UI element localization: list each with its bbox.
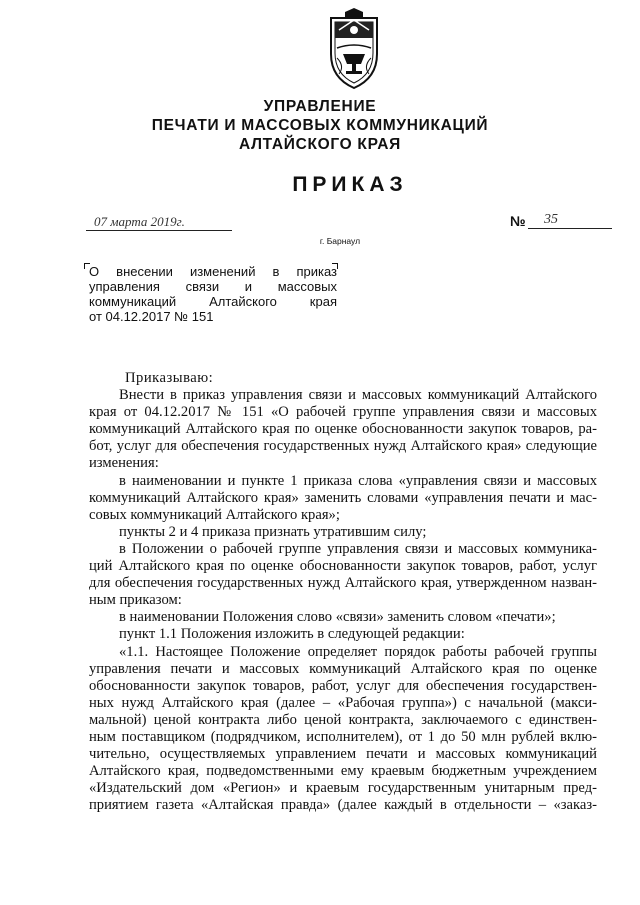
- body-line: приятием газета «Алтайская правда» (далее каждый в отдельности – «заказ-: [89, 797, 597, 814]
- body-line: Внести в приказ управления связи и массовых коммуникаций Алтайского: [119, 387, 597, 404]
- body-line: «Издательский дом «Регион» и краевым государственным унитарным пред-: [89, 780, 597, 797]
- body-line: бот, услуг для обеспечения государственных нужд Алтайского края» следующие: [89, 438, 597, 455]
- body-line: в наименовании Положения слово «связи» заменить словом «печати»;: [119, 609, 556, 626]
- body-line: «1.1. Настоящее Положение определяет порядок работы рабочей группы: [119, 643, 597, 660]
- org-line-1: УПРАВЛЕНИЕ: [263, 98, 377, 115]
- body-line: совых коммуникаций Алтайского края»;: [89, 506, 340, 523]
- body-paragraphs: [89, 387, 597, 814]
- body-line: пункты 2 и 4 приказа признать утратившим силу;: [119, 523, 427, 540]
- body-line: для обеспечения государственных нужд Алтайского края, утвержденном назван-: [89, 575, 597, 592]
- body-line: в наименовании и пункте 1 приказа слова «управления связи и массовых: [119, 472, 597, 489]
- subject-line: коммуникаций Алтайского края: [89, 294, 337, 309]
- body-line: коммуникаций Алтайского края» заменить словами «управления печати и мас-: [89, 489, 597, 506]
- org-line-2: ПЕЧАТИ И МАССОВЫХ КОММУНИКАЦИЙ: [151, 117, 489, 134]
- body-line: в Положении о рабочей группе управления связи и массовых коммуника-: [119, 540, 597, 557]
- body-paragraph: [89, 524, 597, 541]
- body-line: ным приказом:: [89, 592, 182, 609]
- city-label: г. Барнаул: [319, 236, 361, 246]
- body-line: ных нужд Алтайского края (далее – «Рабочая группа») с начальной (макси-: [89, 694, 597, 711]
- subject-line: от 04.12.2017 № 151: [89, 309, 214, 324]
- document-subject: [89, 264, 337, 324]
- body-paragraph: [89, 387, 597, 472]
- body-line: Алтайского края, подведомственными ему краевым бюджетным учреждением: [89, 763, 597, 780]
- document-body: [89, 370, 597, 814]
- body-paragraph: [89, 644, 597, 815]
- document-date: 07 марта 2019г.: [86, 214, 232, 231]
- body-paragraph: [89, 541, 597, 609]
- body-line: обоснованности закупок товаров, работ, услуг для обеспечения государствен-: [89, 677, 597, 694]
- number-label: №: [510, 213, 526, 229]
- body-paragraph: [89, 609, 597, 626]
- body-paragraph: [89, 626, 597, 643]
- body-line: коммуникаций Алтайского края по оценке обоснованности закупок товаров, ра-: [89, 421, 597, 438]
- body-line: ций Алтайского края по оценке обоснованности закупок товаров, работ, услуг: [89, 558, 597, 575]
- coat-of-arms-emblem: [325, 8, 383, 92]
- body-line: пункт 1.1 Положения изложить в следующей редакции:: [119, 626, 465, 643]
- body-line: чительно, осуществляемых управлением печати и массовых коммуникаций: [89, 746, 597, 763]
- organization-header: [0, 97, 640, 154]
- subject-line: управления связи и массовых: [89, 279, 337, 294]
- body-line: изменения:: [89, 455, 159, 472]
- body-line: мальной) ценой контракта либо ценой контракта, заключаемого с единствен-: [89, 711, 597, 728]
- subject-line: О внесении изменений в приказ: [89, 264, 337, 279]
- document-number: 35: [528, 212, 612, 229]
- body-line: края от 04.12.2017 № 151 «О рабочей группе управления связи и массовых: [89, 404, 597, 421]
- org-line-3: АЛТАЙСКОГО КРАЯ: [238, 136, 401, 153]
- body-line: управления печати и массовых коммуникаций Алтайского края по оценке: [89, 660, 597, 677]
- order-word: Приказываю:: [125, 370, 214, 386]
- body-paragraph: [89, 473, 597, 524]
- body-line: ным поставщиком (подрядчиком, исполнителем), от 1 до 50 млн рублей вклю-: [89, 728, 597, 745]
- document-type-title: ПРИКАЗ: [292, 173, 408, 196]
